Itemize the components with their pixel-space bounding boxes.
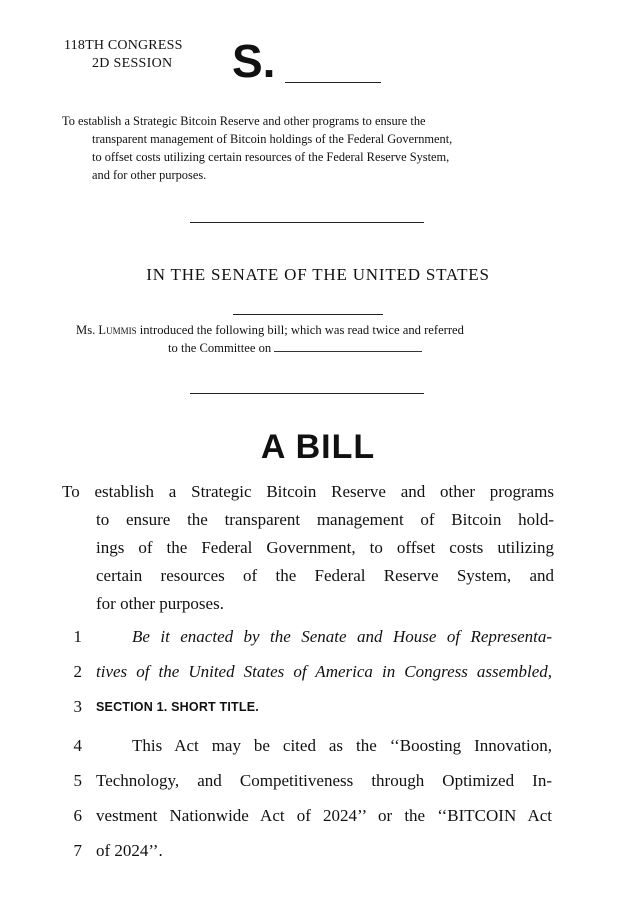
bill-number: S. [232,35,276,87]
section-text: Technology, and Competitiveness through Optimized In- [96,771,552,790]
body-line [0,690,628,724]
section-text: This Act may be cited as the ‘‘Boosting Innovation, [132,736,552,755]
congress-label: 118TH CONGRESS [64,38,183,53]
committee-blank [274,340,422,352]
bill-title: A BILL [260,428,376,466]
committee-text: to the Committee on [168,341,275,355]
purpose-summary-line: and for other purposes. [92,168,207,182]
body-line [0,799,628,833]
chamber-heading: IN THE SENATE OF THE UNITED STATES [146,265,490,284]
enacting-clause: Be it enacted by the Senate and House of Representa- [132,627,552,646]
line-number: 1 [73,627,82,646]
divider [190,393,424,394]
introduction-statement [76,321,556,357]
purpose-line: for other purposes. [96,594,224,613]
purpose-summary-line: to offset costs utilizing certain resources of the Federal Reserve System, [92,150,450,164]
purpose-line: To establish a Strategic Bitcoin Reserve and other programs [62,482,554,501]
body-line [0,834,628,868]
purpose-statement [62,478,554,618]
sponsor-name: Lummis [98,323,137,337]
purpose-line: certain resources of the Federal Reserve System, and [96,566,554,585]
section-text: of 2024’’. [96,841,163,860]
section-heading: SECTION 1. SHORT TITLE. [96,700,259,714]
body-line [0,764,628,798]
divider [190,222,424,223]
line-number: 7 [73,841,82,860]
bill-number-blank [285,82,381,83]
line-number: 4 [73,736,82,755]
committee-line [76,339,556,357]
introduction-text: introduced the following bill; which was read twice and referred [136,323,464,337]
line-number: 6 [73,806,82,825]
line-number: 3 [73,697,82,716]
purpose-line: ings of the Federal Government, to offset costs utilizing [96,538,554,557]
body-line [0,620,628,654]
sponsor-prefix: Ms. [76,323,99,337]
divider [233,314,383,315]
purpose-summary [62,112,562,184]
purpose-summary-line: transparent management of Bitcoin holdings of the Federal Government, [92,132,453,146]
body-line [0,729,628,763]
enacting-clause: tives of the United States of America in Congress assembled, [96,662,552,681]
purpose-line: to ensure the transparent management of Bitcoin hold- [96,510,554,529]
section-text: vestment Nationwide Act of 2024’’ or the ‘‘BITCOIN Act [96,806,552,825]
session-label: 2D SESSION [92,56,173,71]
line-number: 5 [73,771,82,790]
line-number: 2 [73,662,82,681]
body-line [0,655,628,689]
purpose-summary-line: To establish a Strategic Bitcoin Reserve and other programs to ensure the [62,114,426,128]
